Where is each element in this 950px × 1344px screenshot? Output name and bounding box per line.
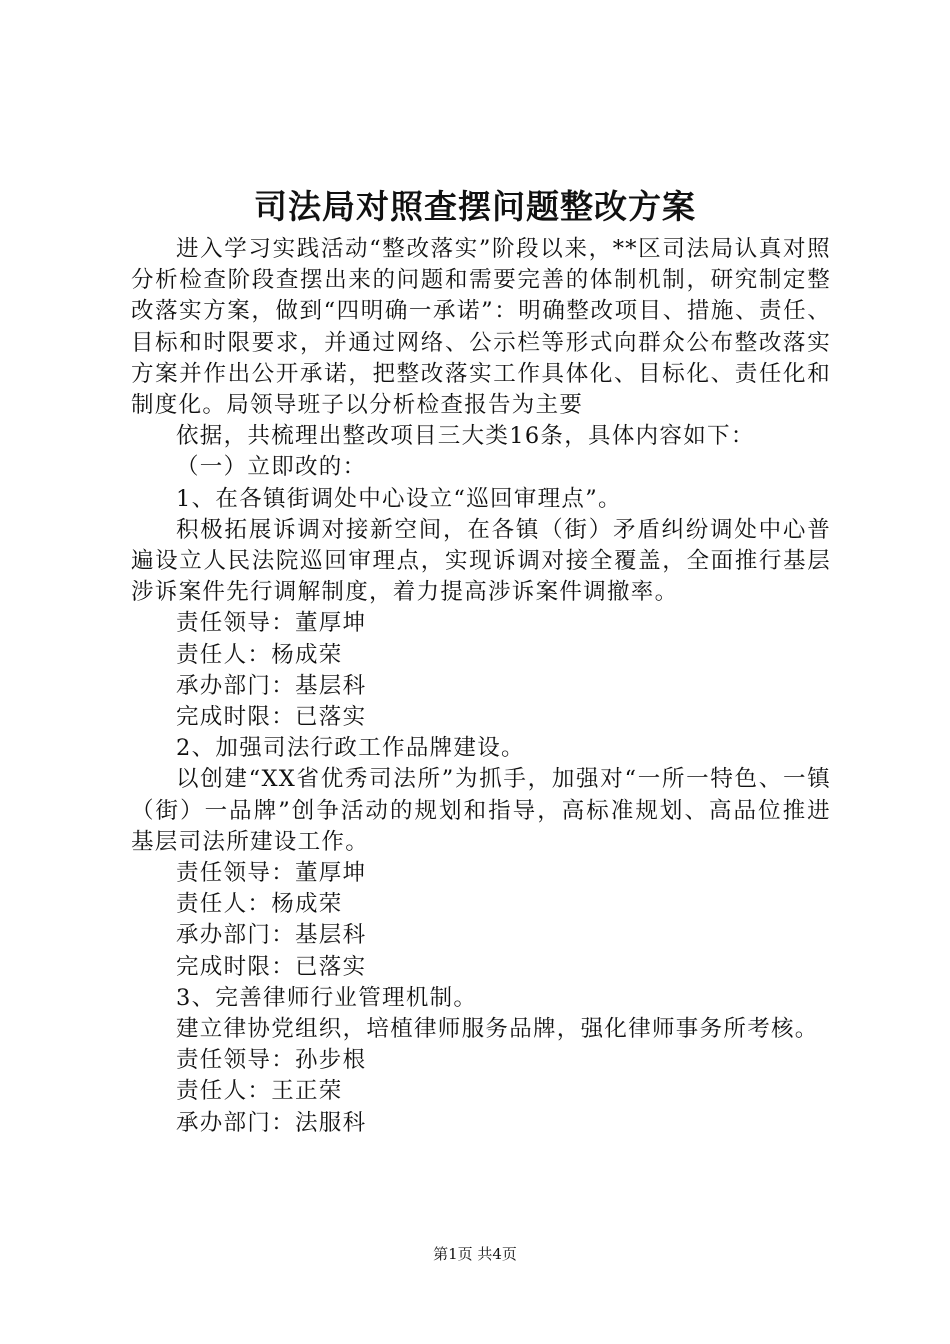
item-2-responsible: 责任人：杨成荣	[176, 891, 343, 918]
paragraph-basis: 依据，共梳理出整改项目三大类16条，具体内容如下：	[176, 423, 755, 450]
item-1-description: 积极拓展诉调对接新空间，在各镇（街）矛盾纠纷调处中心普遍设立人民法院巡回审理点，实现诉调对接全覆盖，全面推行基层涉诉案件先行调解制度，着力提高涉诉案件调撤率。	[131, 516, 831, 606]
item-2-heading: 2、加强司法行政工作品牌建设。	[176, 735, 525, 762]
section-heading-immediate: （一）立即改的：	[176, 454, 367, 481]
item-1-responsible: 责任人：杨成荣	[176, 641, 343, 668]
item-1-deadline: 完成时限：已落实	[176, 704, 367, 731]
item-2-description: 以创建“XX省优秀司法所”为抓手，加强对“一所一特色、一镇（街）一品牌”创争活动的规划和指导，高标准规划、高品位推进基层司法所建设工作。	[131, 766, 831, 855]
document-title: 司法局对照查摆问题整改方案	[254, 187, 696, 226]
item-3-description: 建立律协党组织，培植律师服务品牌，强化律师事务所考核。	[176, 1016, 819, 1043]
paragraph-intro: 进入学习实践活动“整改落实”阶段以来，**区司法局认真对照分析检查阶段查摆出来的问题和需要完善的体制机制，研究制定整改落实方案，做到“四明确一承诺”：明确整改项目、措施、责任、目标和时限要求，并通过网络、公示栏等形式向群众公布整改落实方案并作出公开承诺，把整改落实工作具体化、目标化、责任化和制度化。局领导班子以分析检查报告为主要	[131, 236, 831, 419]
item-1-heading: 1、在各镇街调处中心设立“巡回审理点”。	[176, 485, 622, 512]
document-body	[131, 234, 831, 1139]
item-2-leader: 责任领导：董厚坤	[176, 860, 367, 887]
item-3-responsible: 责任人：王正荣	[176, 1078, 343, 1105]
item-1-department: 承办部门：基层科	[176, 672, 367, 699]
item-3-leader: 责任领导：孙步根	[176, 1047, 367, 1074]
item-1-leader: 责任领导：董厚坤	[176, 610, 367, 637]
item-2-department: 承办部门：基层科	[176, 922, 367, 949]
item-3-heading: 3、完善律师行业管理机制。	[176, 984, 478, 1011]
item-2-deadline: 完成时限：已落实	[176, 953, 367, 980]
item-3-department: 承办部门：法服科	[176, 1109, 367, 1136]
page-number: 第1页 共4页	[433, 1245, 517, 1263]
